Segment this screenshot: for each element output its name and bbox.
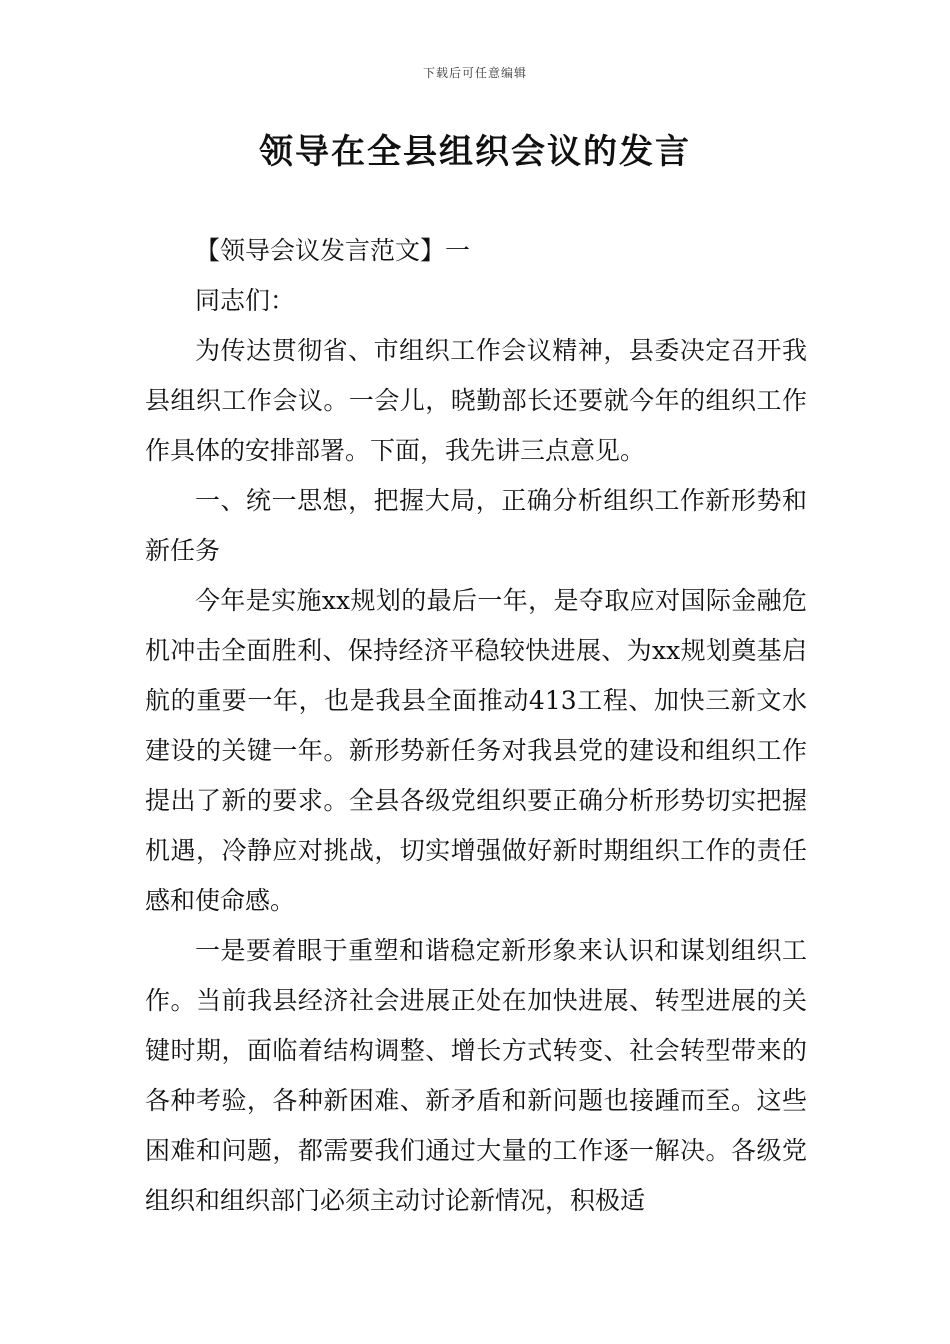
document-body xyxy=(145,226,807,1226)
paragraph-salutation: 同志们： xyxy=(195,286,296,315)
paragraph-section-label: 【领导会议发言范文】一 xyxy=(195,236,471,265)
paragraph-intro: 为传达贯彻省、市组织工作会议精神，县委决定召开我县组织工作会议。一会儿，晓勤部长还要就今年的组织工作作具体的安排部署。下面，我先讲三点意见。 xyxy=(145,336,807,465)
header-note: 下载后可任意编辑 xyxy=(422,66,527,80)
paragraph-point-one: 一是要着眼于重塑和谐稳定新形象来认识和谋划组织工作。当前我县经济社会进展正处在加快进展、转型进展的关键时期，面临着结构调整、增长方式转变、社会转型带来的各种考验，各种新困难、新矛盾和新问题也接踵而至。这些困难和问题，都需要我们通过大量的工作逐一解决。各级党组织和组织部门必须主动讨论新情况，积极适 xyxy=(145,936,807,1215)
paragraph-situation: 今年是实施xx规划的最后一年，是夺取应对国际金融危机冲击全面胜利、保持经济平稳较快进展、为xx规划奠基启航的重要一年，也是我县全面推动413工程、加快三新文水建设的关键一年。新形势新任务对我县党的建设和组织工作提出了新的要求。全县各级党组织要正确分析形势切实把握机遇，冷静应对挑战，切实增强做好新时期组织工作的责任感和使命感。 xyxy=(145,586,807,915)
paragraph-heading-one: 一、统一思想，把握大局，正确分析组织工作新形势和新任务 xyxy=(145,486,807,565)
document-title: 领导在全县组织会议的发言 xyxy=(259,132,691,172)
